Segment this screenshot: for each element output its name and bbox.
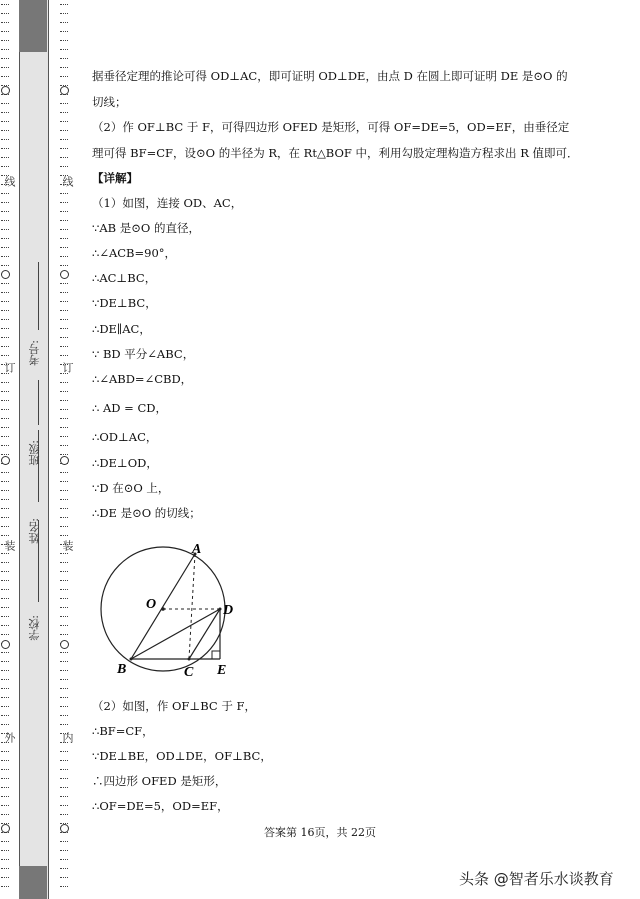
text-line: ∴OD⊥AC， [92, 430, 158, 444]
binding-dot [60, 382, 68, 385]
binding-dot [60, 598, 68, 601]
binding-dot [1, 202, 9, 205]
binding-dot [1, 49, 9, 52]
exam-number-line[interactable] [38, 262, 39, 330]
binding-dot [60, 229, 68, 232]
binding-dot [60, 868, 68, 871]
binding-dot [1, 751, 9, 754]
binding-dot [1, 436, 9, 439]
binding-dot [60, 220, 68, 223]
binding-word-inner: 内 [61, 732, 74, 743]
binding-dot [1, 166, 9, 169]
binding-dot [60, 418, 68, 421]
binding-dot [60, 445, 68, 448]
text-line: ∴四边形 OFED 是矩形， [92, 774, 227, 788]
binding-dot [1, 265, 9, 268]
binding-dot [60, 166, 68, 169]
binding-dot [1, 724, 9, 727]
binding-dot [60, 706, 68, 709]
binding-dot [60, 670, 68, 673]
binding-dot [1, 427, 9, 430]
binding-dot [1, 328, 9, 331]
binding-dot [60, 652, 68, 655]
binding-dot [1, 481, 9, 484]
binding-dot [60, 787, 68, 790]
binding-dot [60, 571, 68, 574]
binding-dot [60, 373, 68, 376]
binding-dot [1, 553, 9, 556]
watermark: 头条 @智者乐水谈教育 [459, 870, 614, 888]
binding-dot [60, 526, 68, 529]
binding-dot [1, 877, 9, 880]
binding-dot [1, 292, 9, 295]
page-footer: 答案第 16页，共 22页 [264, 826, 376, 839]
geometry-figure [96, 538, 256, 683]
binding-dot [1, 121, 9, 124]
binding-dot [1, 211, 9, 214]
binding-dot [1, 418, 9, 421]
binding-dot [60, 841, 68, 844]
binding-dot [1, 670, 9, 673]
segment-bd [131, 609, 220, 659]
binding-bottom-block [19, 866, 47, 899]
binding-dot [1, 256, 9, 259]
binding-dot [1, 391, 9, 394]
binding-dot [1, 373, 9, 376]
binding-dot [60, 328, 68, 331]
binding-dot [1, 859, 9, 862]
binding-dot [60, 769, 68, 772]
arc-equation-line: ∴ AD = CD， [92, 401, 167, 415]
binding-dot [60, 562, 68, 565]
binding-dot [1, 193, 9, 196]
binding-dot [60, 580, 68, 583]
binding-hole [1, 456, 10, 465]
binding-dot [60, 859, 68, 862]
binding-dot [60, 31, 68, 34]
binding-dot [60, 130, 68, 133]
binding-dot [1, 67, 9, 70]
text-line: ∵ BD 平分∠ABC， [92, 347, 195, 361]
binding-dot [1, 589, 9, 592]
binding-hole [1, 640, 10, 649]
label-d: D [223, 603, 234, 618]
binding-dot [1, 535, 9, 538]
binding-hole [1, 270, 10, 279]
text-line: ∴AC⊥BC， [92, 271, 157, 285]
binding-dot [60, 103, 68, 106]
text-line: ∵DE⊥BC， [92, 296, 157, 310]
binding-dot [1, 409, 9, 412]
binding-dot [1, 238, 9, 241]
binding-dot [1, 157, 9, 160]
binding-dot [1, 850, 9, 853]
label-e: E [217, 663, 227, 678]
binding-dot [60, 427, 68, 430]
binding-dot [1, 706, 9, 709]
name-field-label: 姓名: [28, 518, 41, 544]
text-line: （2）作 OF⊥BC 于 F，可得四边形 OFED 是矩形，可得 OF=DE=5，OD=EF，由垂径定 [92, 120, 570, 134]
binding-dot [60, 247, 68, 250]
binding-top-block [19, 0, 47, 52]
binding-dot [60, 301, 68, 304]
binding-dot [1, 301, 9, 304]
binding-dot [60, 193, 68, 196]
binding-dot [1, 688, 9, 691]
binding-dot [60, 724, 68, 727]
binding-dot [60, 481, 68, 484]
binding-dot [1, 382, 9, 385]
binding-dot [1, 607, 9, 610]
binding-dot [1, 616, 9, 619]
binding-dot [60, 607, 68, 610]
binding-word-ding: 订 [3, 362, 16, 373]
binding-dot [1, 679, 9, 682]
binding-dot [1, 139, 9, 142]
label-o: O [146, 597, 157, 612]
binding-dot [60, 886, 68, 889]
binding-dot [1, 337, 9, 340]
text-line: 据垂径定理的推论可得 OD⊥AC，即可证明 OD⊥DE，由点 D 在圆上即可证明 DE 是⊙O 的 [92, 69, 568, 83]
label-c: C [184, 665, 194, 680]
binding-dot [1, 310, 9, 313]
binding-dot [60, 49, 68, 52]
binding-dot [1, 220, 9, 223]
binding-dot [60, 778, 68, 781]
binding-dot [60, 58, 68, 61]
binding-dot [60, 409, 68, 412]
binding-dot [60, 688, 68, 691]
text-line: ∴BF=CF， [92, 724, 154, 738]
binding-dot [60, 634, 68, 637]
binding-dot [1, 490, 9, 493]
point-c [188, 658, 191, 661]
binding-dot [1, 112, 9, 115]
binding-dot [1, 508, 9, 511]
binding-dot [60, 22, 68, 25]
binding-dot [1, 229, 9, 232]
binding-dots-right [60, 0, 68, 899]
binding-dot [60, 76, 68, 79]
binding-word-ding-inner: 订 [61, 362, 74, 373]
binding-dot [60, 67, 68, 70]
binding-word-xian-inner: 线 [61, 176, 74, 187]
binding-dot [1, 634, 9, 637]
binding-dot [1, 445, 9, 448]
binding-hole [60, 456, 69, 465]
binding-hole [1, 86, 10, 95]
binding-dot [1, 868, 9, 871]
binding-dot [60, 355, 68, 358]
text-line: ∴∠ACB=90°， [92, 246, 177, 260]
binding-dot [1, 841, 9, 844]
binding-dot [60, 625, 68, 628]
binding-dot [1, 661, 9, 664]
binding-dot [60, 292, 68, 295]
binding-dot [60, 661, 68, 664]
binding-dot [60, 499, 68, 502]
binding-dot [60, 238, 68, 241]
binding-dot [1, 319, 9, 322]
text-line: ∵AB 是⊙O 的直径， [92, 221, 200, 235]
binding-dot [1, 283, 9, 286]
right-angle-mark [212, 651, 220, 659]
binding-dot [60, 40, 68, 43]
text-line: （1）如图，连接 OD、AC， [92, 196, 243, 210]
binding-dot [1, 22, 9, 25]
text-line: ∴DE⊥OD， [92, 456, 158, 470]
text-line: ∵D 在⊙O 上， [92, 481, 170, 495]
binding-dot [60, 139, 68, 142]
label-b: B [117, 662, 127, 677]
binding-dot [60, 616, 68, 619]
binding-dot [1, 652, 9, 655]
binding-dot [60, 337, 68, 340]
binding-dot [60, 508, 68, 511]
binding-dot [1, 31, 9, 34]
binding-dot [1, 580, 9, 583]
binding-dot [1, 76, 9, 79]
binding-dot [60, 517, 68, 520]
binding-hole [60, 640, 69, 649]
binding-dot [1, 805, 9, 808]
label-a: A [192, 542, 202, 557]
binding-dot [60, 490, 68, 493]
binding-word-zhuang-inner: 装 [61, 540, 74, 551]
binding-dot [1, 697, 9, 700]
binding-dot [1, 571, 9, 574]
point-d [219, 608, 222, 611]
binding-dot [60, 211, 68, 214]
binding-word-xian: 线 [3, 176, 16, 187]
binding-dot [1, 247, 9, 250]
binding-dot [1, 346, 9, 349]
binding-dot [60, 346, 68, 349]
binding-dot [1, 886, 9, 889]
binding-dot [1, 400, 9, 403]
binding-dot [60, 877, 68, 880]
binding-dot [60, 121, 68, 124]
binding-dot [60, 814, 68, 817]
binding-dot [60, 265, 68, 268]
binding-dot [60, 256, 68, 259]
binding-word-outer: 外 [3, 732, 16, 743]
binding-dots-left [1, 0, 9, 899]
binding-dot [60, 535, 68, 538]
binding-dot [1, 148, 9, 151]
school-field-label: 学校: [28, 615, 41, 641]
binding-dot [60, 391, 68, 394]
binding-dot [1, 787, 9, 790]
binding-dot [60, 589, 68, 592]
binding-dot [60, 400, 68, 403]
binding-dot [60, 553, 68, 556]
binding-dot [60, 148, 68, 151]
binding-dot [60, 4, 68, 7]
binding-dot [1, 58, 9, 61]
segment-ab [131, 554, 195, 659]
binding-dot [60, 796, 68, 799]
binding-dot [60, 805, 68, 808]
segment-ac [189, 554, 195, 659]
binding-margin [0, 0, 76, 899]
binding-dot [1, 130, 9, 133]
binding-dot [1, 760, 9, 763]
text-line: ∴∠ABD=∠CBD， [92, 372, 193, 386]
binding-dot [60, 436, 68, 439]
binding-dot [1, 472, 9, 475]
binding-dot [60, 202, 68, 205]
binding-dot [1, 4, 9, 7]
binding-dot [60, 760, 68, 763]
binding-dot [1, 715, 9, 718]
binding-dot [1, 598, 9, 601]
binding-dot [60, 157, 68, 160]
text-line: ∵DE⊥BE，OD⊥DE，OF⊥BC， [92, 749, 272, 763]
binding-dot [60, 283, 68, 286]
binding-dot [60, 679, 68, 682]
binding-dot [1, 103, 9, 106]
point-o [161, 607, 165, 611]
binding-word-zhuang: 装 [3, 540, 16, 551]
text-line: 理可得 BF=CF，设⊙O 的半径为 R，在 Rt△BOF 中，利用勾股定理构造方程求出 R 值即可． [92, 146, 579, 160]
binding-dot [1, 625, 9, 628]
binding-dot [60, 697, 68, 700]
binding-hole [60, 86, 69, 95]
section-heading: 【详解】 [92, 171, 138, 185]
exam-number-label: 考号: [28, 340, 41, 366]
binding-dot [1, 499, 9, 502]
text-line: （2）如图，作 OF⊥BC 于 F， [92, 699, 256, 713]
binding-dot [1, 814, 9, 817]
class-field-line[interactable] [38, 380, 39, 425]
binding-dot [1, 355, 9, 358]
binding-dot [1, 562, 9, 565]
text-line: ∴OF=DE=5，OD=EF， [92, 799, 229, 813]
text-line: ∴DE∥AC， [92, 322, 151, 336]
point-b [130, 658, 133, 661]
class-field-label: 班级: [28, 440, 41, 466]
binding-dot [60, 310, 68, 313]
binding-dot [60, 319, 68, 322]
binding-dot [1, 778, 9, 781]
text-line: ∴DE 是⊙O 的切线； [92, 506, 201, 520]
binding-dot [1, 40, 9, 43]
binding-dot [60, 715, 68, 718]
binding-dot [60, 112, 68, 115]
binding-dot [60, 13, 68, 16]
binding-hole [60, 270, 69, 279]
binding-dot [1, 13, 9, 16]
text-line: 切线； [92, 95, 127, 109]
binding-dot [60, 751, 68, 754]
binding-dot [1, 517, 9, 520]
binding-dot [1, 526, 9, 529]
binding-dot [1, 796, 9, 799]
binding-dot [1, 769, 9, 772]
binding-dot [60, 850, 68, 853]
binding-dot [60, 472, 68, 475]
